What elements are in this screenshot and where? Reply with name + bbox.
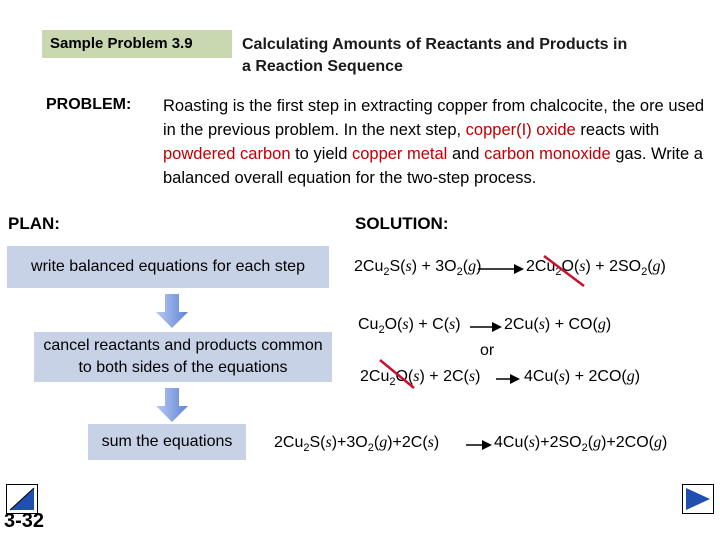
problem-text-5: gas. Write a balanced overall equation for the two-step process. (163, 145, 703, 187)
problem-label: PROBLEM: (46, 96, 132, 113)
cancel-strike-mark (540, 254, 590, 290)
equation-step-2-product: 2Cu(s) + CO(g) (504, 316, 612, 333)
overall-equation: $2Cu_2S(s)+3O_2(g)+2C(s)$ (274, 434, 440, 455)
down-arrow-icon (156, 294, 188, 328)
problem-text-3: to yield (290, 145, 352, 163)
equation-step-2-doubled: $2Cu_2O(s) + 2C(s)$ (360, 368, 481, 389)
problem-text-2: reacts with (575, 121, 660, 139)
highlight-copper-oxide: copper(I) oxide (465, 121, 576, 139)
down-arrow-icon (156, 388, 188, 422)
equation-step-2: $Cu_2O(s) + C(s)$ (358, 316, 461, 337)
or-label: or (480, 342, 495, 359)
plan-step-3: sum the equations (88, 424, 246, 460)
plan-label: PLAN: (8, 214, 60, 233)
problem-text-1: Roasting is the first step in extracting copper from chalcocite, the ore used in the previous problem. In the next step, (163, 97, 705, 139)
plan-step-2 (34, 332, 332, 382)
page-title (242, 34, 712, 78)
highlight-powdered-carbon: powdered carbon (163, 145, 291, 163)
equation-step-1: $2Cu_2S(s) + 3O_2(g)$ (354, 258, 482, 279)
page-title-line-1: Calculating Amounts of Reactants and Products in (242, 36, 628, 53)
plan-step-2-line-2: to both sides of the equations (78, 359, 288, 376)
problem-text-4: and (447, 145, 485, 163)
solution-label: SOLUTION: (355, 214, 449, 233)
highlight-copper-metal: copper metal (351, 145, 448, 163)
reaction-arrow-icon (468, 320, 504, 334)
problem-text (163, 94, 708, 190)
reaction-arrow-icon (464, 438, 494, 452)
highlight-carbon-monoxide: carbon monoxide (484, 145, 611, 163)
equation-step-1-product: $2Cu_2O(s) + 2SO_2(g)$ (526, 258, 666, 279)
page-number: 3-32 (4, 510, 45, 532)
plan-step-2-line-1: cancel reactants and products common (43, 337, 323, 354)
forward-triangle-icon[interactable] (682, 484, 714, 514)
plan-step-1: write balanced equations for each step (7, 246, 329, 288)
cancel-strike-mark (376, 358, 420, 392)
sample-problem-label: Sample Problem 3.9 (42, 30, 232, 58)
page-title-line-2: a Reaction Sequence (242, 58, 403, 75)
reaction-arrow-icon (494, 372, 522, 386)
reaction-arrow-icon (476, 262, 526, 276)
equation-step-2-doubled-product: 4Cu(s) + 2CO(g) (524, 368, 641, 385)
overall-equation-product: $4Cu(s)+2SO_2(g)+2CO(g)$ (494, 434, 668, 455)
